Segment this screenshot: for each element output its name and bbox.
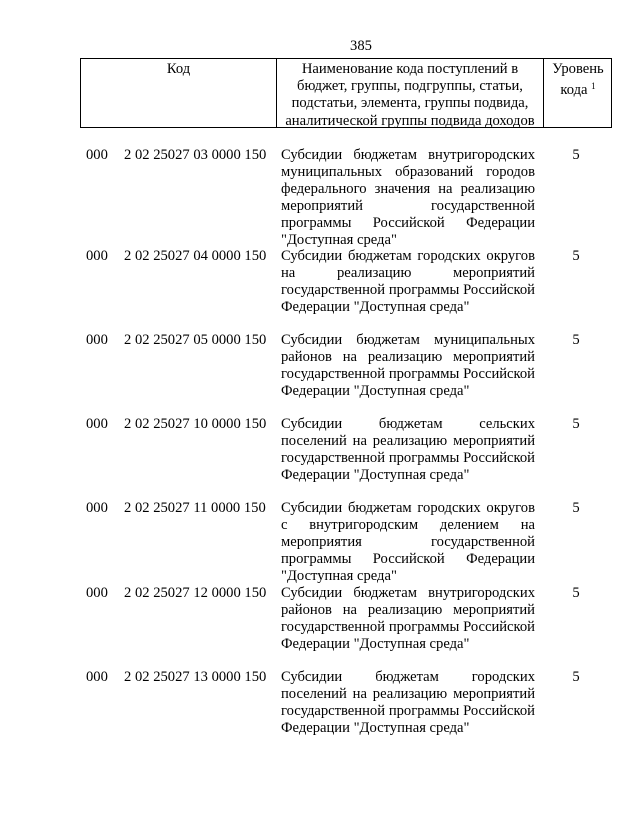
- code-level: 5: [572, 416, 580, 432]
- revenue-code: 2 02 25027 03 0000 150: [124, 147, 267, 163]
- revenue-code: 2 02 25027 13 0000 150: [124, 669, 267, 685]
- revenue-code: 2 02 25027 11 0000 150: [124, 500, 266, 516]
- code-level: 5: [572, 147, 580, 163]
- revenue-name: Субсидии бюджетам внутригородских муниципальных образований городов федерального значения на реализацию мероприятий государственной программы Российской Федерации "Доступная среда": [281, 147, 535, 248]
- header-level: [544, 61, 612, 99]
- admin-code: 000: [86, 248, 108, 264]
- table-header: [80, 58, 612, 128]
- revenue-code: 2 02 25027 05 0000 150: [124, 332, 267, 348]
- header-name: Наименование кода поступлений в бюджет, группы, подгруппы, статьи, подстатьи, элемента, группы подвида, аналитической группы подвида доходов: [285, 61, 535, 129]
- revenue-name: Субсидии бюджетам городских округов на реализацию мероприятий государственной программы Российской Федерации "Доступная среда": [281, 248, 535, 315]
- revenue-name: Субсидии бюджетам городских округов с внутригородским делением на мероприятия государственной программы Российской Федерации "Доступная среда": [281, 500, 535, 584]
- admin-code: 000: [86, 669, 108, 685]
- footnote-marker: 1: [591, 81, 596, 92]
- admin-code: 000: [86, 585, 108, 601]
- admin-code: 000: [86, 332, 108, 348]
- revenue-code: 2 02 25027 04 0000 150: [124, 248, 267, 264]
- admin-code: 000: [86, 416, 108, 432]
- admin-code: 000: [86, 147, 108, 163]
- revenue-name: Субсидии бюджетам внутригородских районов на реализацию мероприятий государственной программы Российской Федерации "Доступная среда": [281, 585, 535, 652]
- revenue-name: Субсидии бюджетам муниципальных районов на реализацию мероприятий государственной программы Российской Федерации "Доступная среда": [281, 332, 535, 399]
- page-number: 385: [350, 38, 372, 54]
- code-level: 5: [572, 585, 580, 601]
- revenue-name: Субсидии бюджетам сельских поселений на реализацию мероприятий государственной программы Российской Федерации "Доступная среда": [281, 416, 535, 483]
- revenue-name: Субсидии бюджетам городских поселений на реализацию мероприятий государственной программы Российской Федерации "Доступная среда": [281, 669, 535, 736]
- revenue-code: 2 02 25027 12 0000 150: [124, 585, 267, 601]
- code-level: 5: [572, 248, 580, 264]
- admin-code: 000: [86, 500, 108, 516]
- code-level: 5: [572, 500, 580, 516]
- header-code: Код: [166, 61, 191, 77]
- code-level: 5: [572, 669, 580, 685]
- code-level: 5: [572, 332, 580, 348]
- header-level-label: Уровень кода: [552, 61, 604, 99]
- revenue-code: 2 02 25027 10 0000 150: [124, 416, 267, 432]
